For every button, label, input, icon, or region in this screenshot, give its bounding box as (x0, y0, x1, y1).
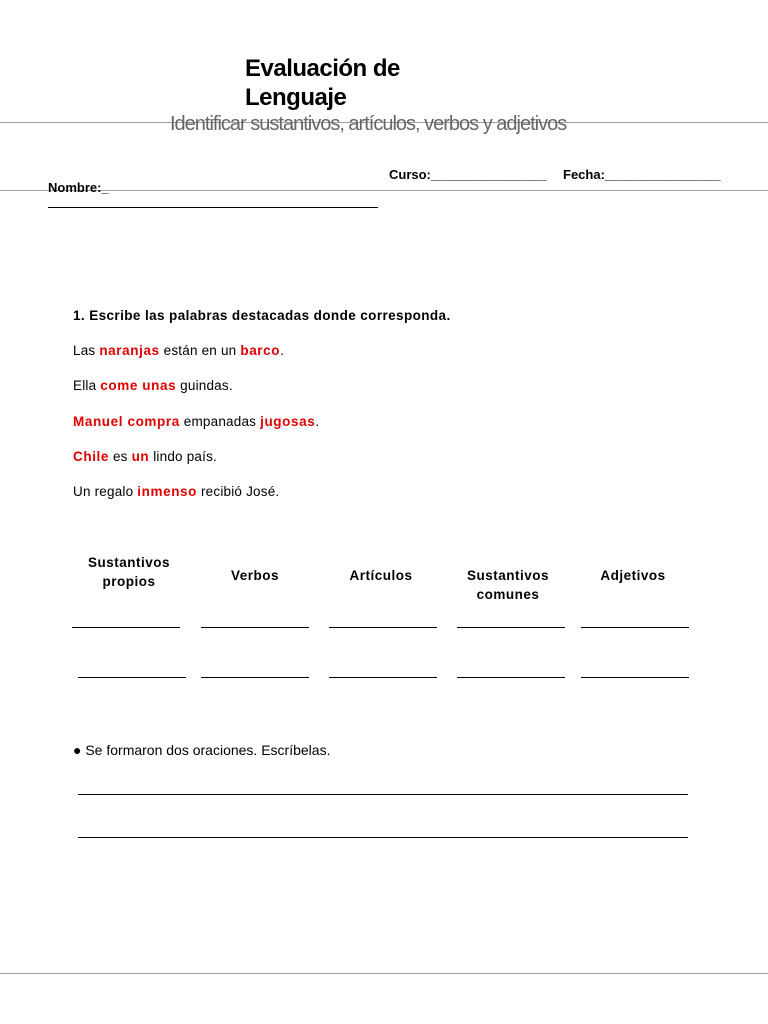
page-subtitle: Identificar sustantivos, artículos, verbos y adjetivos (170, 113, 567, 135)
highlighted-word: un (131, 449, 150, 464)
answer-blank[interactable] (457, 627, 565, 628)
column-header (64, 553, 194, 591)
sentence-text: recibió José. (197, 484, 280, 499)
sentence (73, 343, 284, 358)
highlighted-word: jugosas (260, 414, 316, 429)
column-header-line1: Artículos (349, 568, 413, 583)
highlighted-word: come unas (100, 378, 177, 393)
fields-divider (0, 190, 768, 191)
sentence-text: . (315, 414, 320, 429)
sentence-text: lindo país. (149, 449, 217, 464)
answer-line-1[interactable] (78, 794, 688, 795)
column-header-line2: comunes (476, 587, 540, 602)
column-header-line2: propios (102, 574, 156, 589)
answer-blank[interactable] (329, 627, 437, 628)
sentence-text: Un regalo (73, 484, 138, 499)
answer-blank[interactable] (581, 677, 689, 678)
answer-blank[interactable] (201, 677, 309, 678)
curso-field[interactable]: Curso:________________ (389, 167, 547, 182)
sentence-text: están en un (159, 343, 241, 358)
page-title (245, 54, 400, 112)
highlighted-word: barco (240, 343, 281, 358)
column-header (316, 566, 446, 585)
answer-blank[interactable] (329, 677, 437, 678)
sentence-text: es (109, 449, 132, 464)
column-header-line1: Sustantivos (466, 568, 550, 583)
highlighted-word: Chile (73, 449, 110, 464)
sentence-text: Las (73, 343, 100, 358)
exercise-instruction: 1. Escribe las palabras destacadas donde corresponda. (73, 308, 451, 323)
answer-blank[interactable] (72, 627, 180, 628)
highlighted-word: inmenso (137, 484, 198, 499)
column-header (443, 566, 573, 604)
fecha-field[interactable]: Fecha:________________ (563, 167, 721, 182)
answer-blank[interactable] (581, 627, 689, 628)
sentence (73, 414, 319, 429)
column-header-line1: Adjetivos (600, 568, 666, 583)
column-header (568, 566, 698, 585)
answer-blank[interactable] (457, 677, 565, 678)
sentence (73, 449, 217, 464)
sentence (73, 484, 279, 499)
highlighted-word: Manuel compra (73, 414, 180, 429)
title-line-1: Evaluación de (245, 55, 400, 82)
column-header-line1: Sustantivos (87, 555, 171, 570)
sentence (73, 378, 233, 393)
sentence-text: . (280, 343, 285, 358)
column-header (190, 566, 320, 585)
sentence-text: empanadas (179, 414, 261, 429)
column-header-line1: Verbos (230, 568, 280, 583)
nombre-underline[interactable] (48, 207, 378, 208)
footer-divider (0, 973, 768, 974)
highlighted-word: naranjas (99, 343, 160, 358)
answer-blank[interactable] (78, 677, 186, 678)
title-line-2: Lenguaje (245, 84, 347, 111)
sentence-text: Ella (73, 378, 101, 393)
answer-line-2[interactable] (78, 837, 688, 838)
task2-instruction: ● Se formaron dos oraciones. Escríbelas. (73, 742, 331, 758)
sentence-text: guindas. (176, 378, 233, 393)
answer-blank[interactable] (201, 627, 309, 628)
nombre-field[interactable]: Nombre:_ (48, 180, 109, 195)
